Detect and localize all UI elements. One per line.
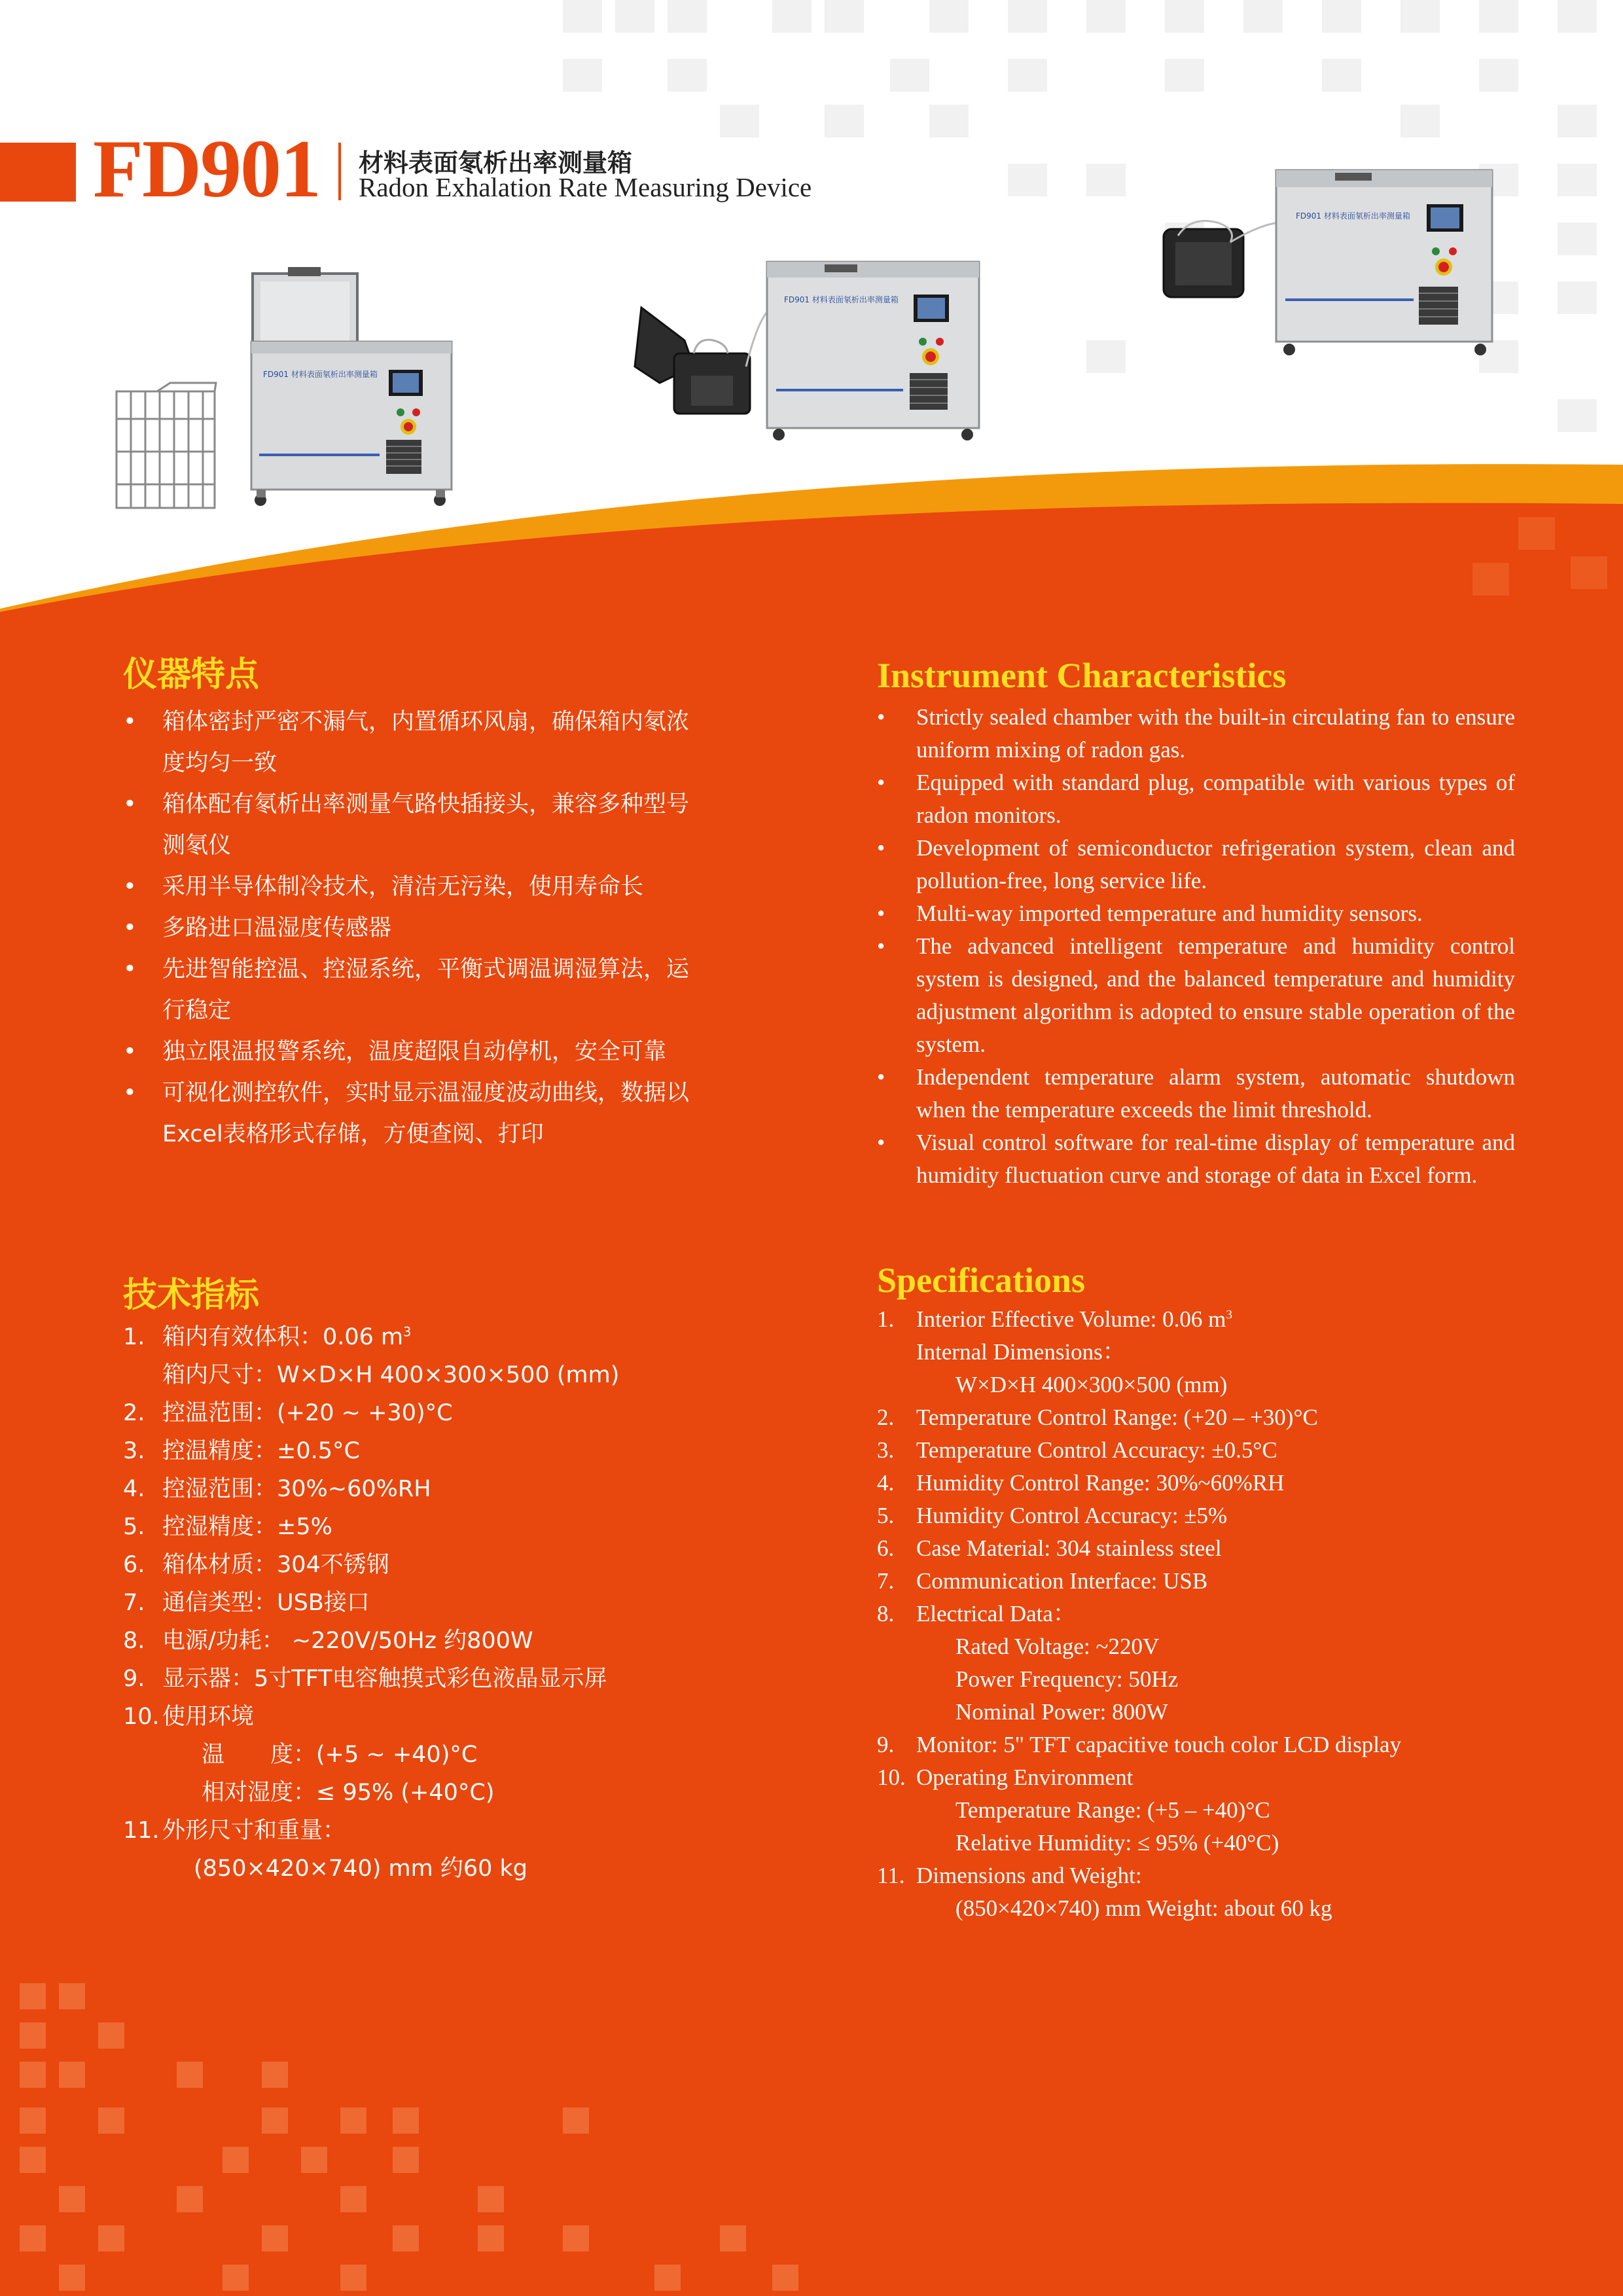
spec-row: 2. Temperature Control Range: (+20 – +30)°C — [877, 1404, 1318, 1430]
list-item: • Development of semiconductor refrigeration system, clean and pollution-free, long service life. — [877, 832, 1515, 897]
spec-row: 10. 使用环境 — [123, 1704, 255, 1731]
spec-row: Nominal Power: 800W — [955, 1698, 1168, 1725]
spec-row: 6. 箱体材质：304不锈钢 — [123, 1552, 389, 1579]
spec-row: 10. Operating Environment — [877, 1764, 1133, 1790]
product-title-en: Radon Exhalation Rate Measuring Device — [359, 172, 812, 202]
spec-row: 5. 控湿精度：±5% — [123, 1514, 332, 1541]
list-item: • Strictly sealed chamber with the built-in circulating fan to ensure uniform mixing of radon gas. — [877, 701, 1515, 766]
specs-en-section — [877, 1259, 1515, 1925]
spec-row: Temperature Range: (+5 – +40)°C — [955, 1797, 1270, 1823]
spec-row: 4. 控湿范围：30%~60%RH — [123, 1476, 431, 1503]
list-item: • 先进智能控温、控湿系统，平衡式调温调湿算法，运 行稳定 — [123, 949, 777, 1031]
list-item: • Independent temperature alarm system, automatic shutdown when the temperature exceeds the limit threshold. — [877, 1061, 1515, 1126]
spec-row: Internal Dimensions： — [916, 1338, 1126, 1365]
spec-row: 5. Humidity Control Accuracy: ±5% — [877, 1502, 1228, 1528]
spec-row: 箱内尺寸：W×D×H 400×300×500 (mm) — [162, 1362, 620, 1389]
specs-cn-heading: 技术指标 — [123, 1276, 260, 1315]
features-en-list — [877, 701, 1515, 1192]
spec-row: 11. Dimensions and Weight: — [877, 1862, 1142, 1888]
list-item: • 箱体密封严密不漏气，内置循环风扇，确保箱内氡浓 度均匀一致 — [123, 702, 777, 784]
svg-text:FD901 材料表面氡析出率测量箱: FD901 材料表面氡析出率测量箱 — [263, 370, 378, 379]
spec-row: 7. 通信类型：USB接口 — [123, 1590, 370, 1617]
spec-row: 9. 显示器：5寸TFT电容触摸式彩色液晶显示屏 — [123, 1666, 607, 1693]
list-item: • Visual control software for real-time display of temperature and humidity fluctuation curve and storage of data in Excel form. — [877, 1126, 1515, 1192]
spec-row: 1. Interior Effective Volume: 0.06 $m^3$ — [877, 1306, 1232, 1332]
spec-row: 相对湿度：≤ 95% (+40°C) — [202, 1780, 495, 1806]
spec-row: 7. Communication Interface: USB — [877, 1568, 1208, 1594]
list-item: • Multi-way imported temperature and humidity sensors. — [877, 897, 1515, 930]
list-item: • 箱体配有氡析出率测量气路快插接头，兼容多种型号 测氡仪 — [123, 784, 777, 867]
spec-row: Rated Voltage: ~220V — [955, 1633, 1160, 1659]
svg-text:FD901 材料表面氡析出率测量箱: FD901 材料表面氡析出率测量箱 — [1296, 211, 1410, 221]
list-item: • 独立限温报警系统，温度超限自动停机，安全可靠 — [123, 1031, 777, 1073]
spec-row: 4. Humidity Control Range: 30%~60%RH — [877, 1469, 1285, 1496]
spec-row: W×D×H 400×300×500 (mm) — [955, 1371, 1228, 1397]
spec-row: 2. 控温范围：(+20 ~ +30)°C — [123, 1400, 453, 1427]
list-item: • 多路进口温湿度传感器 — [123, 908, 777, 949]
spec-row: 11. 外形尺寸和重量： — [123, 1818, 346, 1844]
spec-row: 9. Monitor: 5" TFT capacitive touch color LCD display — [877, 1731, 1402, 1757]
spec-row: Power Frequency: 50Hz — [955, 1666, 1179, 1692]
model-number: FD901 — [93, 124, 320, 215]
spec-row: 1. 箱内有效体积：0.06 $m^3$ — [123, 1324, 412, 1351]
spec-row: 6. Case Material: 304 stainless steel — [877, 1535, 1222, 1561]
svg-text:FD901 材料表面氡析出率测量箱: FD901 材料表面氡析出率测量箱 — [784, 295, 899, 304]
spec-row: 3. 控温精度：±0.5°C — [123, 1438, 360, 1465]
features-en-section — [877, 655, 1515, 1192]
spec-row: 温 度：(+5 ~ +40)°C — [202, 1742, 478, 1768]
list-item: • 采用半导体制冷技术，清洁无污染，使用寿命长 — [123, 867, 777, 908]
spec-row: 8. Electrical Data： — [877, 1600, 1076, 1626]
features-cn-section — [123, 655, 777, 1155]
list-item: • Equipped with standard plug, compatible with various types of radon monitors. — [877, 766, 1515, 832]
specs-cn-section — [123, 1275, 777, 1888]
spec-row: 3. Temperature Control Accuracy: ±0.5°C — [877, 1437, 1277, 1463]
list-item: • 可视化测控软件，实时显示温湿度波动曲线，数据以 Excel表格形式存储，方便查阅、打印 — [123, 1073, 777, 1155]
spec-row: (850×420×740) mm Weight: about 60 kg — [955, 1895, 1332, 1921]
spec-row: (850×420×740) mm 约60 kg — [194, 1856, 527, 1882]
features-en-heading: Instrument Characteristics — [877, 656, 1287, 695]
spec-row: 8. 电源/功耗： ~220V/50Hz 约800W — [123, 1628, 533, 1655]
features-cn-heading: 仪器特点 — [123, 655, 260, 694]
product-title-cn: 材料表面氡析出率测量箱 — [359, 149, 633, 177]
list-item: • The advanced intelligent temperature and humidity control system is designed, and the balanced temperature and humidity adjustment algorithm is adopted to ensure stable operation of the system. — [877, 930, 1515, 1061]
title-divider — [338, 143, 341, 200]
specs-en-heading: Specifications — [877, 1261, 1085, 1300]
header-accent-bar — [0, 143, 76, 202]
spec-row: Relative Humidity: ≤ 95% (+40°C) — [955, 1829, 1279, 1856]
features-cn-list — [123, 702, 777, 1155]
